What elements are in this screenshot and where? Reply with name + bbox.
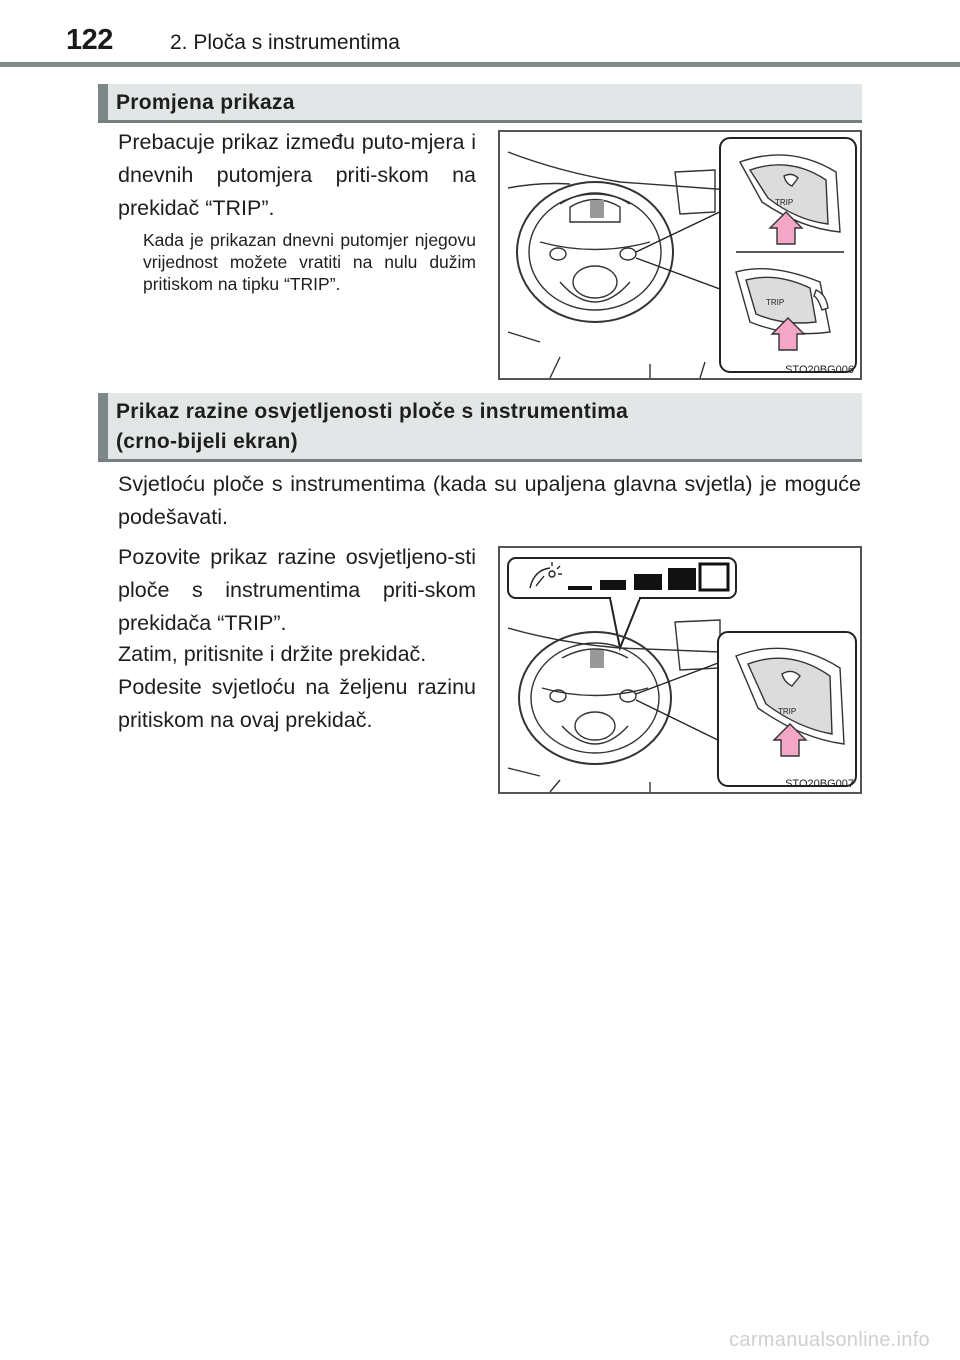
section-heading-bar	[98, 393, 108, 459]
section-heading-promjena-prikaza	[98, 84, 862, 123]
brightness-illustration	[500, 548, 860, 792]
watermark: carmanualsonline.info	[729, 1329, 930, 1351]
figure-code: STO20BG007	[785, 778, 854, 790]
section1-note: Kada je prikazan dnevni putomjer njegovu vrijednost možete vratiti na nulu dužim pritiskom na tipku “TRIP”.	[143, 230, 476, 294]
section1-paragraph: Prebacuje prikaz između puto-mjera i dnevnih putomjera priti-skom na prekidač “TRIP”.	[118, 130, 476, 220]
header-rule	[0, 62, 960, 67]
section2-step2: Zatim, pritisnite i držite prekidač.	[118, 642, 427, 666]
figure-trip-switch	[498, 130, 862, 380]
figure-code: STO20BG006	[785, 364, 854, 376]
trip-label: TRIP	[778, 707, 797, 716]
steering-wheel-illustration	[500, 132, 860, 378]
trip-label-top: TRIP	[775, 198, 794, 207]
figure-brightness-level	[498, 546, 862, 794]
section-heading-bar	[98, 84, 108, 120]
section-heading-prikaz-razine	[98, 393, 862, 462]
section-title: Promjena prikaza	[116, 91, 295, 114]
chapter-title: 2. Ploča s instrumentima	[170, 31, 400, 54]
section2-step1: Pozovite prikaz razine osvjetljeno-sti ploče s instrumentima priti-skom prekidača “TRIP”.	[118, 545, 476, 635]
section-title-line1: Prikaz razine osvjetljenosti ploče s instrumentima	[116, 400, 629, 423]
page-header	[0, 0, 960, 66]
section2-step3: Podesite svjetloću na željenu razinu pritiskom na ovaj prekidač.	[118, 675, 476, 732]
section-title-line2: (crno-bijeli ekran)	[116, 430, 298, 453]
trip-label-bottom: TRIP	[766, 298, 785, 307]
section2-intro: Svjetloću ploče s instrumentima (kada su upaljena glavna svjetla) je moguće podešavati.	[118, 472, 861, 529]
page-number: 122	[66, 24, 113, 56]
